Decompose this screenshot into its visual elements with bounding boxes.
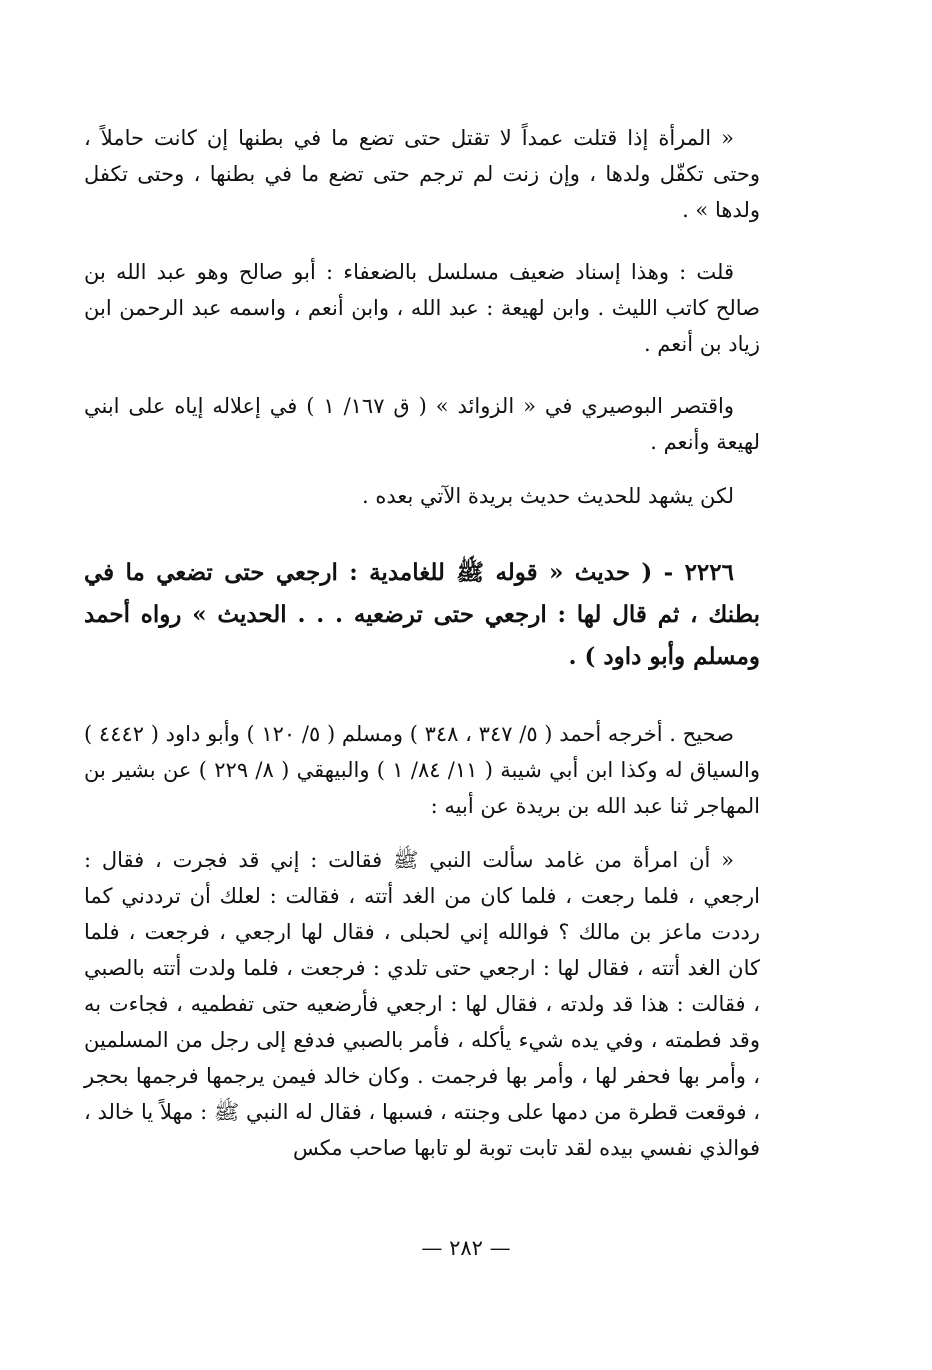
paragraph-1: « المرأة إذا قتلت عمداً لا تقتل حتى تضع ما في بطنها إن كانت حاملاً ، وحتى تكفّل ولدها ، وإن زنت لم ترجم حتى تضع ما في بطنها ، وحتى تكفل ولدها » . [84,126,760,222]
page-body [84,120,760,1166]
paragraph-2: قلت : وهذا إسناد ضعيف مسلسل بالضعفاء : أبو صالح وهو عبد الله بن صالح كاتب الليث . وابن لهيعة : عبد الله ، وابن أنعم ، واسمه عبد الرحمن ابن زياد بن أنعم . [84,260,760,356]
paragraph-3: واقتصر البوصيري في « الزوائد » ( ق ١٦٧/ ١ ) في إعلاله إياه على ابني لهيعة وأنعم . [84,394,760,454]
page-number: — ٢٨٢ — [421,1236,511,1260]
paragraph-6: « أن امرأة من غامد سألت النبي ﷺ فقالت : إني قد فجرت ، فقال : ارجعي ، فلما رجعت ، فلما كان من الغد أتته ، فقالت : لعلك أن ترددني كما رددت ماعز بن مالك ؟ فوالله إني لحبلى ، فقال لها ارجعي ، فرجعت ، فلما كان الغد أتته ، فقال لها : ارجعي حتى تلدي : فرجعت ، فلما ولدت أتته بالصبي ، فقالت : هذا قد ولدته ، فقال لها : ارجعي فأرضعيه حتى تفطميه ، فجاءت به وقد فطمته ، وفي يده شيء يأكله ، فأمر بالصبي فدفع إلى رجل من المسلمين ، وأمر بها فحفر لها ، وأمر بها فرجمت . وكان خالد فيمن يرجمها فرجمها بحجر ، فوقعت قطرة من دمها على وجنته ، فسبها ، فقال له النبي ﷺ : مهلاً يا خالد ، فوالذي نفسي بيده لقد تابت توبة لو تابها صاحب مكس [84,848,760,1160]
paragraph-4: لكن يشهد للحديث حديث بريدة الآتي بعده . [362,484,734,508]
paragraph-5: صحيح . أخرجه أحمد ( ٥/ ٣٤٧ ، ٣٤٨ ) ومسلم ( ٥/ ١٢٠ ) وأبو داود ( ٤٤٤٢ ) والسياق له وكذا ابن أبي شيبة ( ١١/ ٨٤/ ١ ) والبيهقي ( ٨/ ٢٢٩ ) عن بشير بن المهاجر ثنا عبد الله بن بريدة عن أبيه : [84,722,760,818]
hadith-heading: ٢٢٢٦ - ( حديث « قوله ﷺ للغامدية : ارجعي حتى تضعي ما في بطنك ، ثم قال لها : ارجعي حتى ترضعيه . . . الحديث » رواه أحمد ومسلم وأبو داود ) . [84,559,760,670]
